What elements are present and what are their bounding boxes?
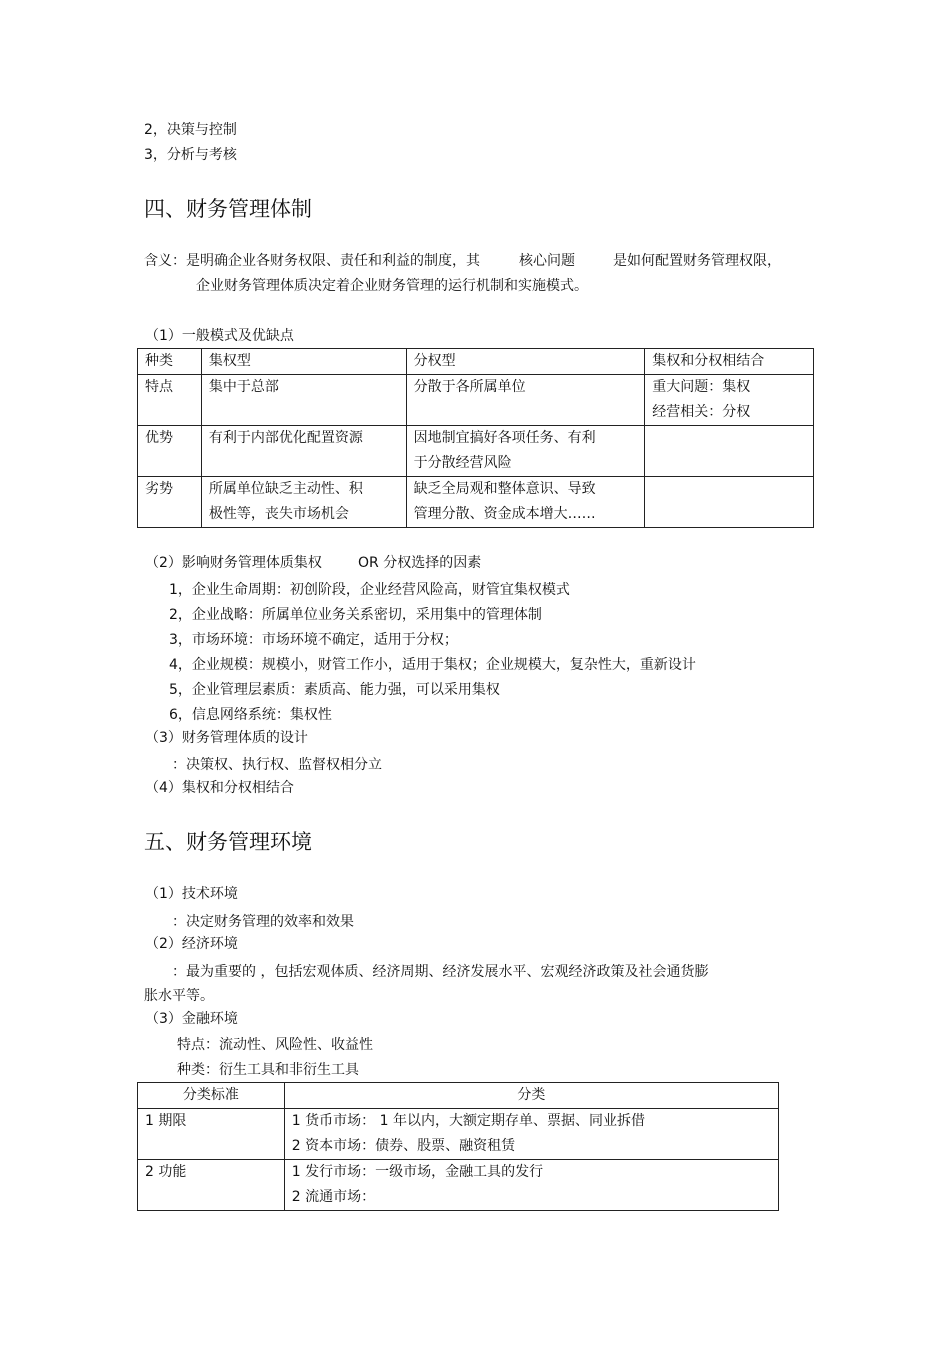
cell-line: 所属单位缺乏主动性、积 bbox=[208, 481, 363, 497]
table-cell: 1 期限 bbox=[138, 1109, 285, 1160]
table-cell bbox=[284, 1160, 778, 1211]
cell-line: 于分散经营风险 bbox=[413, 455, 512, 471]
table-cell bbox=[284, 1109, 778, 1160]
table-cell: 优势 bbox=[138, 426, 202, 477]
table-header: 种类 bbox=[138, 349, 202, 375]
table-cell bbox=[201, 477, 406, 528]
cell-line: 1 货币市场： 1 年以内，大额定期存单、票据、同业拆借 bbox=[291, 1113, 645, 1129]
table-header: 集权和分权相结合 bbox=[645, 349, 814, 375]
table-row bbox=[138, 477, 814, 528]
subheading: （2）经济环境 bbox=[145, 936, 238, 952]
subheading: （4）集权和分权相结合 bbox=[145, 780, 294, 796]
cell-line: 缺乏全局观和整体意识、导致 bbox=[413, 481, 596, 497]
mode-table bbox=[137, 348, 814, 528]
table-cell bbox=[645, 477, 814, 528]
subheading: （1）技术环境 bbox=[145, 886, 238, 902]
table-row bbox=[138, 375, 814, 426]
table-header-row bbox=[138, 1083, 779, 1109]
list-item: 6，信息网络系统：集权性 bbox=[169, 707, 332, 723]
definition-text: 是如何配置财务管理权限， bbox=[613, 253, 781, 269]
table-cell: 有利于内部优化配置资源 bbox=[201, 426, 406, 477]
table-cell bbox=[645, 375, 814, 426]
body-text: 种类：衍生工具和非衍生工具 bbox=[177, 1062, 359, 1078]
subheading: （3）财务管理体质的设计 bbox=[145, 730, 308, 746]
table-cell: 集中于总部 bbox=[201, 375, 406, 426]
cell-line: 2 资本市场：债券、股票、融资租赁 bbox=[291, 1138, 516, 1154]
subheading: （1）一般模式及优缺点 bbox=[145, 328, 294, 344]
definition-text: 核心问题 bbox=[519, 253, 575, 269]
market-table bbox=[137, 1082, 779, 1211]
cell-line: 2 流通市场： bbox=[291, 1189, 376, 1205]
cell-line: 因地制宜搞好各项任务、有利 bbox=[413, 430, 596, 446]
cell-line: 重大问题：集权 bbox=[652, 379, 751, 395]
body-text: ：最为重要的 ，包括宏观体质、经济周期、经济发展水平、宏观经济政策及社会通货膨 bbox=[172, 964, 709, 980]
cell-line: 管理分散、资金成本增大…… bbox=[413, 506, 596, 522]
list-item: 5，企业管理层素质：素质高、能力强，可以采用集权 bbox=[169, 682, 500, 698]
table-header: 分权型 bbox=[406, 349, 645, 375]
definition-text: 含义：是明确企业各财务权限、责任和利益的制度，其 bbox=[144, 253, 480, 269]
list-item: 2，企业战略：所属单位业务关系密切，采用集中的管理体制 bbox=[169, 607, 542, 623]
cell-line: 1 发行市场：一级市场，金融工具的发行 bbox=[291, 1164, 544, 1180]
list-item: 3，市场环境：市场环境不确定，适用于分权； bbox=[169, 632, 458, 648]
list-item: 1，企业生命周期：初创阶段，企业经营风险高，财管宜集权模式 bbox=[169, 582, 570, 598]
subheading: （3）金融环境 bbox=[145, 1011, 238, 1027]
body-text: ：决策权、执行权、监督权相分立 bbox=[172, 757, 382, 773]
definition-text: 企业财务管理体质决定着企业财务管理的运行机制和实施模式。 bbox=[196, 278, 588, 294]
body-text: 特点：流动性、风险性、收益性 bbox=[177, 1037, 373, 1053]
table-cell: 劣势 bbox=[138, 477, 202, 528]
table-cell bbox=[406, 426, 645, 477]
list-item: 2，决策与控制 bbox=[144, 122, 237, 138]
table-row bbox=[138, 1160, 779, 1211]
body-text: ：决定财务管理的效率和效果 bbox=[172, 914, 354, 930]
table-cell: 分散于各所属单位 bbox=[406, 375, 645, 426]
cell-line: 经营相关：分权 bbox=[652, 404, 751, 420]
table-header: 分类 bbox=[284, 1083, 778, 1109]
list-item: 4，企业规模：规模小，财管工作小，适用于集权；企业规模大，复杂性大，重新设计 bbox=[169, 657, 696, 673]
table-header: 集权型 bbox=[201, 349, 406, 375]
subheading: （2）影响财务管理体质集权 bbox=[145, 555, 322, 571]
cell-line: 极性等，丧失市场机会 bbox=[208, 506, 349, 522]
table-cell bbox=[645, 426, 814, 477]
section-heading: 四、财务管理体制 bbox=[144, 197, 312, 221]
subheading: OR 分权选择的因素 bbox=[358, 555, 482, 571]
table-header-row bbox=[138, 349, 814, 375]
table-cell: 特点 bbox=[138, 375, 202, 426]
table-cell bbox=[406, 477, 645, 528]
table-row bbox=[138, 1109, 779, 1160]
table-header: 分类标准 bbox=[138, 1083, 285, 1109]
body-text: 胀水平等。 bbox=[144, 988, 214, 1004]
table-cell: 2 功能 bbox=[138, 1160, 285, 1211]
list-item: 3，分析与考核 bbox=[144, 147, 237, 163]
table-row bbox=[138, 426, 814, 477]
section-heading: 五、财务管理环境 bbox=[144, 830, 312, 854]
